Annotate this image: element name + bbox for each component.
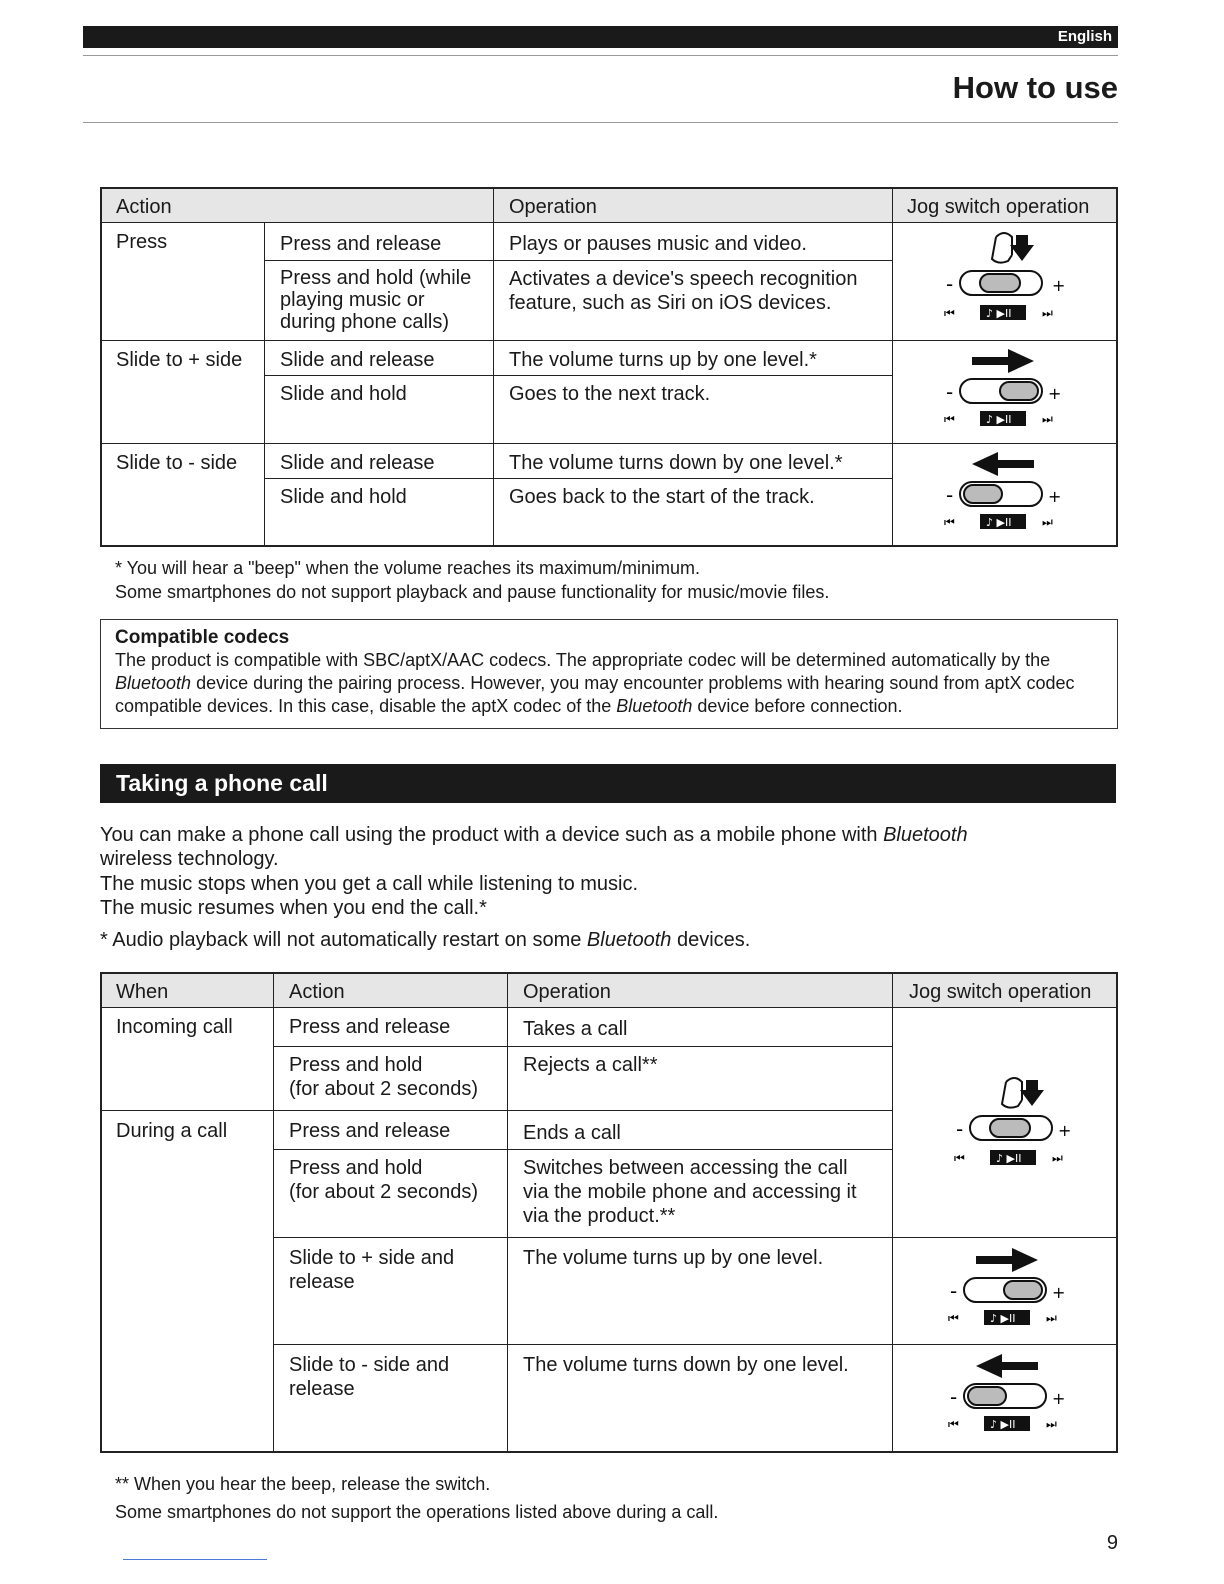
jog-plus-label: +	[1048, 384, 1062, 403]
svg-text:♪ ▶II: ♪ ▶II	[986, 307, 1012, 320]
table-cell-sub: Press and release	[280, 233, 442, 255]
table-cell-action: Press	[116, 231, 168, 253]
intro-footnote: * Audio playback will not automatically restart on some Bluetooth devices.	[100, 929, 751, 951]
svg-text:⏮: ⏮	[954, 1151, 965, 1165]
table-header-when: When	[116, 981, 169, 1003]
table-cell-operation: Rejects a call**	[523, 1054, 658, 1076]
svg-text:♪ ▶II: ♪ ▶II	[990, 1312, 1016, 1325]
table-cell-when: Incoming call	[116, 1016, 233, 1038]
svg-text:⏮: ⏮	[948, 1417, 959, 1431]
page-number: 9	[1106, 1532, 1118, 1554]
svg-text:⏭: ⏭	[1046, 1311, 1057, 1325]
jog-plus-label: +	[1052, 276, 1066, 295]
jog-slide-minus-icon	[938, 448, 1068, 533]
section-title: Taking a phone call	[116, 770, 328, 796]
footnote: * You will hear a "beep" when the volume reaches its maximum/minimum.	[115, 558, 701, 578]
svg-text:♪ ▶II: ♪ ▶II	[986, 516, 1012, 529]
table-cell-operation: The volume turns down by one level.*	[509, 452, 843, 474]
table-cell-operation: Activates a device's speech recognition feature, such as Siri on iOS devices.	[509, 268, 858, 314]
jog-minus-label: -	[946, 272, 954, 296]
codec-title: Compatible codecs	[115, 627, 290, 648]
svg-text:⏮: ⏮	[944, 306, 955, 320]
page-title: How to use	[952, 70, 1118, 105]
table-header-jog: Jog switch operation	[907, 196, 1090, 218]
title-rule	[83, 122, 1118, 123]
table-cell-action: Press and hold (for about 2 seconds)	[289, 1157, 478, 1203]
table-header-action: Action	[116, 196, 172, 218]
svg-text:⏮: ⏮	[944, 412, 955, 426]
table-header-operation: Operation	[509, 196, 597, 218]
svg-text:⏭: ⏭	[1042, 306, 1053, 320]
jog-slide-plus-icon	[942, 1244, 1072, 1329]
table-header-action: Action	[289, 981, 345, 1003]
jog-press-icon	[938, 229, 1068, 324]
header-bar	[83, 26, 1118, 48]
table-cell-operation: Goes back to the start of the track.	[509, 486, 815, 508]
svg-text:⏭: ⏭	[1042, 515, 1053, 529]
jog-minus-label: -	[946, 380, 954, 404]
jog-minus-label: -	[956, 1117, 964, 1141]
table-cell-operation: Switches between accessing the call via the mobile phone and accessing it via the product.**	[523, 1157, 857, 1227]
table-cell-operation: The volume turns down by one level.	[523, 1354, 849, 1376]
intro-paragraph: You can make a phone call using the product with a device such as a mobile phone with Bluetooth wireless technology.	[100, 824, 968, 870]
svg-text:⏮: ⏮	[948, 1311, 959, 1325]
table-cell-when: During a call	[116, 1120, 228, 1142]
table-cell-sub: Slide and hold	[280, 383, 407, 405]
table-cell-action: Slide to + side	[116, 349, 243, 371]
table-cell-operation: Plays or pauses music and video.	[509, 233, 807, 255]
jog-plus-label: +	[1052, 1389, 1066, 1408]
jog-plus-label: +	[1058, 1121, 1072, 1140]
bottom-rule	[123, 1559, 267, 1560]
svg-text:⏭: ⏭	[1042, 412, 1053, 426]
table-cell-operation: Goes to the next track.	[509, 383, 711, 405]
table-cell-sub: Slide and release	[280, 349, 435, 371]
jog-minus-label: -	[946, 483, 954, 507]
table-cell-sub: Press and hold (while playing music or during phone calls)	[280, 267, 472, 333]
table-cell-action: Press and release	[289, 1016, 451, 1038]
intro-paragraph: The music resumes when you end the call.*	[100, 897, 487, 919]
table-cell-action: Slide to + side and release	[289, 1247, 455, 1293]
table-cell-operation: The volume turns up by one level.	[523, 1247, 824, 1269]
svg-text:♪ ▶II: ♪ ▶II	[990, 1418, 1016, 1431]
footnote: Some smartphones do not support the operations listed above during a call.	[115, 1502, 719, 1522]
table-cell-operation: Ends a call	[523, 1122, 621, 1144]
svg-text:♪ ▶II: ♪ ▶II	[996, 1152, 1022, 1165]
jog-minus-label: -	[950, 1279, 958, 1303]
svg-text:⏭: ⏭	[1046, 1417, 1057, 1431]
intro-paragraph: The music stops when you get a call while listening to music.	[100, 873, 639, 895]
table-cell-action: Press and hold (for about 2 seconds)	[289, 1054, 478, 1100]
jog-minus-label: -	[950, 1385, 958, 1409]
table-cell-operation: Takes a call	[523, 1018, 628, 1040]
footnote: ** When you hear the beep, release the switch.	[115, 1474, 491, 1494]
table-cell-action: Press and release	[289, 1120, 451, 1142]
jog-slide-minus-icon	[942, 1350, 1072, 1435]
table-cell-action: Slide to - side and release	[289, 1354, 450, 1400]
jog-slide-plus-icon	[938, 345, 1068, 430]
jog-plus-label: +	[1048, 487, 1062, 506]
svg-text:⏭: ⏭	[1052, 1151, 1063, 1165]
svg-text:♪ ▶II: ♪ ▶II	[986, 413, 1012, 426]
jog-plus-label: +	[1052, 1283, 1066, 1302]
table-cell-sub: Slide and release	[280, 452, 435, 474]
section-heading-bar	[100, 764, 1116, 803]
codec-body: The product is compatible with SBC/aptX/AAC codecs. The appropriate codec will be determined automatically by the Bluetooth device during the pairing process. However, you may encounter problems with hearing sound from aptX codec compatible devices. In this case, disable the aptX codec of the Bluetooth device before connection.	[115, 650, 1075, 716]
language-badge: English	[1057, 28, 1112, 45]
table-header-jog: Jog switch operation	[909, 981, 1092, 1003]
table-header-operation: Operation	[523, 981, 611, 1003]
table-cell-operation: The volume turns up by one level.*	[509, 349, 817, 371]
header-rule	[83, 55, 1118, 56]
table-cell-sub: Slide and hold	[280, 486, 407, 508]
svg-text:⏮: ⏮	[944, 515, 955, 529]
table-cell-action: Slide to - side	[116, 452, 238, 474]
footnote: Some smartphones do not support playback and pause functionality for music/movie files.	[115, 582, 830, 602]
jog-press-icon	[948, 1074, 1078, 1169]
